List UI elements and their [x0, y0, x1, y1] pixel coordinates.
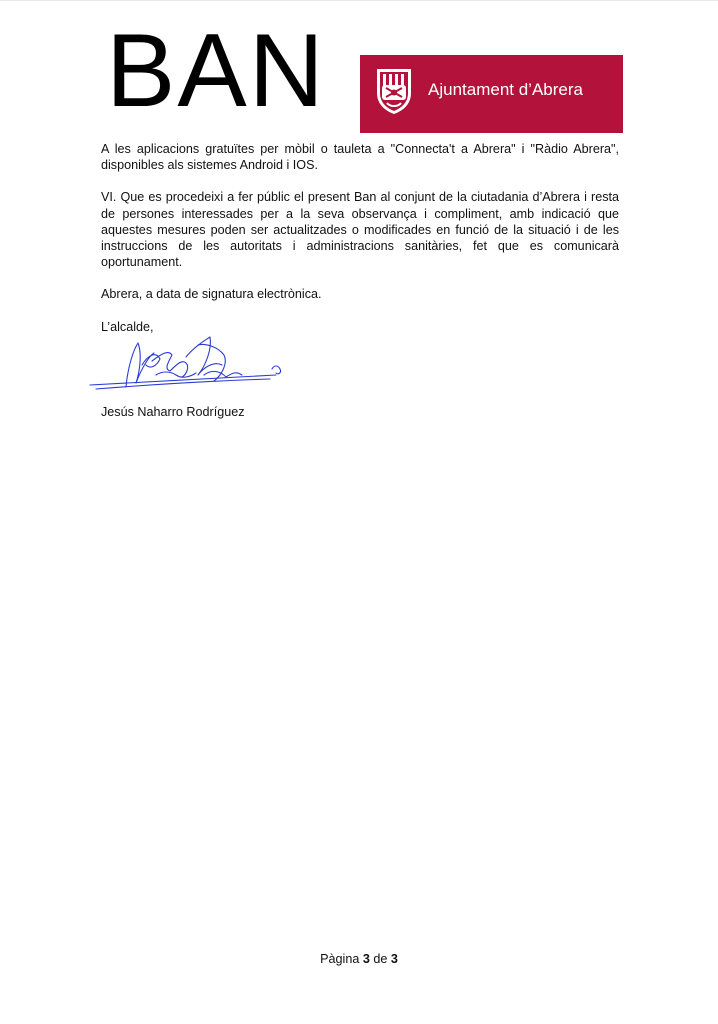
page-total: 3: [390, 952, 398, 966]
paragraph-vi: VI. Que es procedeixi a fer públic el present Ban al conjunt de la ciutadania d’Abrera i resta de persones interessades per a la seva observança i compliment, amb indicació que aquestes mesures poden ser actualitzades o modificades en funció de la situació i de les instruccions de les autoritats i administracions sanitàries, fet que es comunicarà oportunament.: [101, 190, 619, 270]
coat-of-arms-icon: [375, 67, 413, 115]
page-label: Pàgina: [320, 952, 360, 966]
document-title: BAN: [106, 13, 326, 129]
paragraph-title: L’alcalde,: [101, 319, 154, 334]
handwritten-signature: [86, 325, 286, 401]
paragraph-date: Abrera, a data de signatura electrònica.: [101, 287, 322, 302]
page-current: 3: [362, 952, 370, 966]
logo-text: Ajuntament d’Abrera: [428, 80, 583, 99]
ajuntament-logo: [360, 55, 623, 133]
document-body: [101, 141, 619, 351]
page-separator: de: [373, 952, 388, 966]
signer-name: Jesús Naharro Rodríguez: [101, 405, 245, 419]
paragraph-apps: A les aplicacions gratuïtes per mòbil o tauleta a "Connecta't a Abrera" i "Ràdio Abrera", disponibles als sistemes Android i IOS.: [101, 142, 619, 173]
page-number: [0, 952, 718, 966]
